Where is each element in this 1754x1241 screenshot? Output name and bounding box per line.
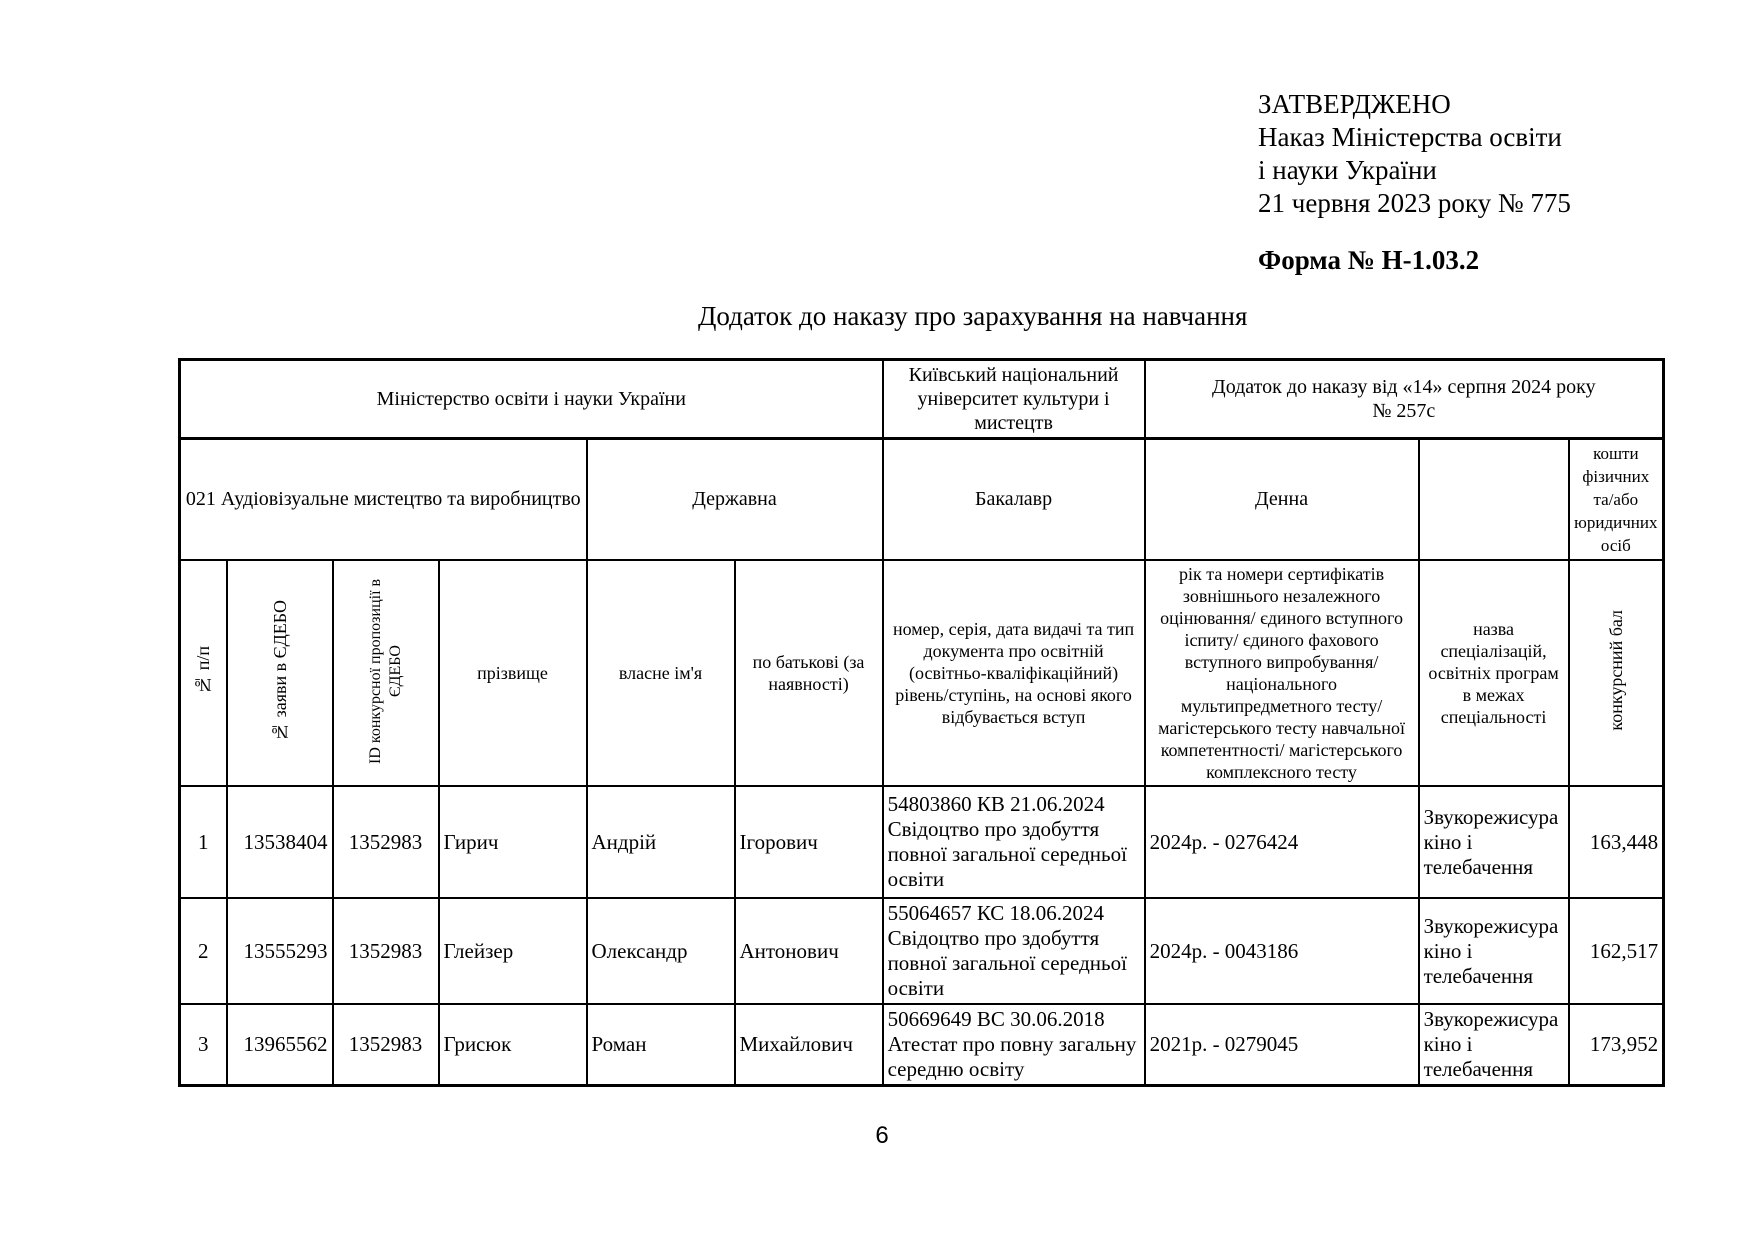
offer-id-cell: 1352983	[333, 898, 439, 1004]
specialization-cell: Звукорежисура кіно і телебачення	[1419, 898, 1569, 1004]
row-number-cell: 2	[180, 898, 227, 1004]
table-row	[180, 898, 1664, 1004]
approval-line-4: 21 червня 2023 року № 775	[1258, 188, 1571, 218]
approval-line-3: і науки України	[1258, 155, 1437, 185]
col-header-specialization: назва спеціалізацій, освітніх програм в межах спеціальності	[1419, 560, 1569, 786]
cell-specialty: 021 Аудіовізуальне мистецтво та виробництво	[180, 439, 587, 561]
score-cell: 162,517	[1569, 898, 1664, 1004]
given-name-cell: Андрій	[587, 786, 735, 898]
approval-line-1: ЗАТВЕРДЖЕНО	[1258, 89, 1451, 119]
col-header-application-id-label: № заяви в ЄДЕБО	[269, 599, 290, 742]
program-row	[180, 439, 1664, 561]
row-number-cell: 1	[180, 786, 227, 898]
table-row	[180, 786, 1664, 898]
patronymic-cell: Михайлович	[735, 1004, 883, 1086]
column-header-row	[180, 560, 1664, 786]
application-id-cell: 13965562	[227, 1004, 333, 1086]
given-name-cell: Олександр	[587, 898, 735, 1004]
org-row	[180, 360, 1664, 439]
offer-id-cell: 1352983	[333, 1004, 439, 1086]
score-cell: 173,952	[1569, 1004, 1664, 1086]
document-title: Додаток до наказу про зарахування на навчання	[698, 301, 1248, 331]
enrollment-table	[178, 358, 1665, 1087]
row-number-cell: 3	[180, 1004, 227, 1086]
patronymic-cell: Ігорович	[735, 786, 883, 898]
cell-appendix	[1145, 360, 1664, 439]
cell-funding-source: Державна	[587, 439, 883, 561]
certificates-cell: 2024р. - 0276424	[1145, 786, 1419, 898]
application-id-cell: 13538404	[227, 786, 333, 898]
col-header-surname: прізвище	[439, 560, 587, 786]
approval-block	[1258, 88, 1571, 220]
certificates-cell: 2024р. - 0043186	[1145, 898, 1419, 1004]
specialization-cell: Звукорежисура кіно і телебачення	[1419, 786, 1569, 898]
approval-line-2: Наказ Міністерства освіти	[1258, 122, 1562, 152]
application-id-cell: 13555293	[227, 898, 333, 1004]
col-header-offer-id-label: ID конкурсної пропозиції в ЄДЕБО	[366, 577, 404, 764]
col-header-row-no-label: № п/п	[193, 646, 214, 695]
surname-cell: Гирич	[439, 786, 587, 898]
col-header-score	[1569, 560, 1664, 786]
page-number: 6	[875, 1122, 889, 1149]
certificates-cell: 2021р. - 0279045	[1145, 1004, 1419, 1086]
education-document-cell: 55064657 КС 18.06.2024 Свідоцтво про здобуття повної загальної середньої освіти	[883, 898, 1145, 1004]
score-cell: 163,448	[1569, 786, 1664, 898]
col-header-score-label: конкурсний бал	[1605, 610, 1626, 731]
cell-university: Київський національний університет культури і мистецтв	[883, 360, 1145, 439]
cell-degree: Бакалавр	[883, 439, 1145, 561]
cell-study-form: Денна	[1145, 439, 1419, 561]
specialization-cell: Звукорежисура кіно і телебачення	[1419, 1004, 1569, 1086]
appendix-line-2: № 257с	[1372, 400, 1436, 422]
appendix-line-1: Додаток до наказу від «14» серпня 2024 року	[1212, 376, 1596, 398]
col-header-patronymic: по батькові (за наявності)	[735, 560, 883, 786]
cell-payment: кошти фізичних та/або юридичних осіб	[1569, 439, 1664, 561]
offer-id-cell: 1352983	[333, 786, 439, 898]
form-number: Форма № Н-1.03.2	[1258, 245, 1480, 275]
cell-ministry: Міністерство освіти і науки України	[180, 360, 883, 439]
col-header-given-name: власне ім'я	[587, 560, 735, 786]
given-name-cell: Роман	[587, 1004, 735, 1086]
table-row	[180, 1004, 1664, 1086]
education-document-cell: 50669649 ВС 30.06.2018 Атестат про повну загальну середню освіту	[883, 1004, 1145, 1086]
col-header-row-no	[180, 560, 227, 786]
cell-empty	[1419, 439, 1569, 561]
surname-cell: Грисюк	[439, 1004, 587, 1086]
col-header-education-document: номер, серія, дата видачі та тип документа про освітній (освітньо-кваліфікаційний) рівень/ступінь, на основі якого відбувається вступ	[883, 560, 1145, 786]
col-header-certificates: рік та номери сертифікатів зовнішнього незалежного оцінювання/ єдиного вступного іспиту/ єдиного фахового вступного випробування/ національного мультипредметного тесту/ магістерського тесту навчальної компетентності/ магістерського комплексного тесту	[1145, 560, 1419, 786]
col-header-offer-id	[333, 560, 439, 786]
patronymic-cell: Антонович	[735, 898, 883, 1004]
col-header-application-id	[227, 560, 333, 786]
education-document-cell: 54803860 КВ 21.06.2024 Свідоцтво про здобуття повної загальної середньої освіти	[883, 786, 1145, 898]
surname-cell: Глейзер	[439, 898, 587, 1004]
